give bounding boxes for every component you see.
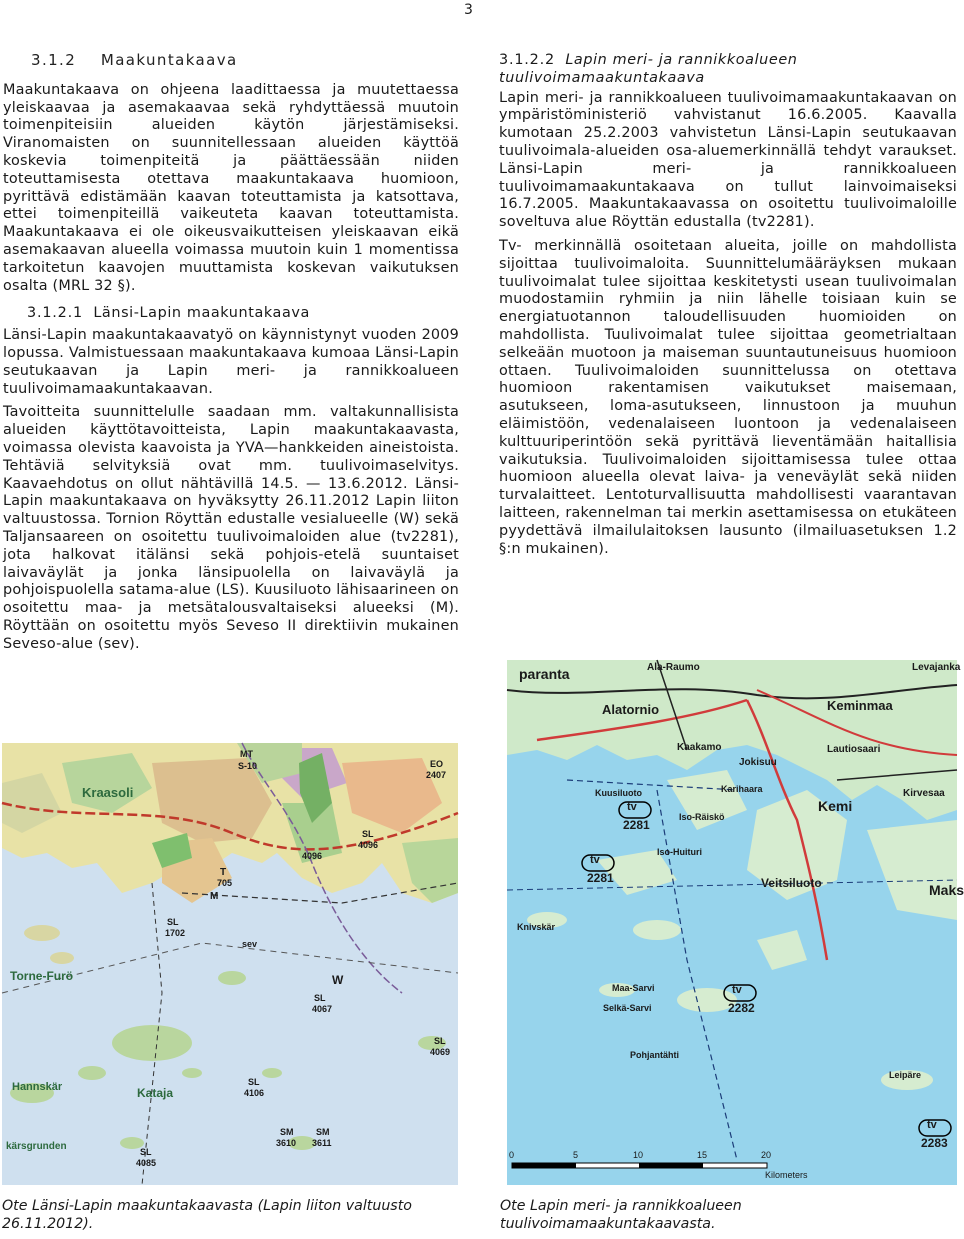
- tv-label: tv: [732, 984, 742, 996]
- subsection-title: Lapin meri- ja rannikkoalueen tuulivoimamaakuntakaava: [499, 52, 798, 86]
- map-code: SL: [314, 993, 326, 1003]
- subsection-number: 3.1.2.1: [27, 305, 83, 322]
- map-code: 3611: [312, 1138, 332, 1148]
- map-code: SL: [434, 1036, 446, 1046]
- right-map-graphic: [507, 660, 957, 1185]
- right-column: [499, 52, 957, 564]
- scale-unit: Kilometers: [765, 1170, 808, 1180]
- map-code: SL: [140, 1147, 152, 1157]
- section-number: 3.1.2: [31, 51, 77, 69]
- map-code: 4096: [358, 840, 379, 850]
- map-code: M: [210, 891, 219, 902]
- place-label: Pohjantähti: [630, 1050, 679, 1060]
- subsection-heading-lansi-lappi: [27, 305, 459, 323]
- tv-code: 2281: [587, 871, 614, 885]
- map-code: 4096: [302, 851, 323, 861]
- tv-code: 2283: [921, 1136, 948, 1150]
- map-code: S-10: [238, 761, 258, 771]
- scale-tick: 15: [697, 1150, 708, 1160]
- paragraph-maakuntakaava: Maakuntakaava on ohjeena laadittaessa ja muutettaessa yleiskaavaa ja asemakaavaa sekä ryhdyttäessä muutoin toimenpiteisiin alueiden käytön järjestämiseksi. Viranomaisten on suunnitellessaan alueiden käyttöä koskevia toimenpiteitä ja päättäessään niiden toteuttamisesta otettava maakuntakaava huomioon, pyrittävä edistämään kaavan toteuttamista ja katsottava, ettei toimenpiteillä vaikeuteta kaavan toteuttamista. Maakuntakaava ei ole oikeusvaikutteisen yleiskaavan eikä asemakaavan alueella voimassa muutoin kuin 1 momentissa tarkoitetun kaavojen muuttamista koskevan vaikutuksen osalta (MRL 32 §).: [3, 81, 459, 294]
- place-label: Kraasoli: [82, 785, 134, 800]
- map-code: EO: [430, 759, 444, 769]
- place-label: Jokisuu: [739, 757, 777, 768]
- left-column: [3, 52, 459, 660]
- place-label: Torne-Furö: [10, 969, 74, 983]
- map-code: W: [332, 973, 344, 987]
- map-code: MT: [240, 749, 253, 759]
- map-code: 4069: [430, 1047, 451, 1057]
- place-label: Iso-Huituri: [657, 847, 702, 857]
- place-label: Maks: [929, 882, 964, 898]
- place-label: Ala-Raumo: [647, 662, 700, 673]
- subsection-number: 3.1.2.2: [499, 52, 555, 68]
- place-label: Alatornio: [602, 702, 660, 717]
- map-code: SL: [248, 1077, 260, 1087]
- tv-label: tv: [927, 1119, 937, 1131]
- map-code: sev: [242, 939, 258, 949]
- place-label: Leipäre: [889, 1070, 922, 1080]
- left-map-labels: [2, 743, 458, 1185]
- section-heading: [31, 52, 459, 70]
- map-code: SL: [167, 917, 179, 927]
- scale-tick: 0: [509, 1150, 515, 1160]
- map-code: T: [220, 867, 227, 878]
- map-code: SL: [362, 829, 374, 839]
- place-label: Karihaara: [721, 784, 763, 794]
- paragraph-tv-merkinta: Tv- merkinnällä osoitetaan alueita, joille on mahdollista sijoittaa tuulivoimaloita. Suunnittelumääräyksen mukaan tuulivoimalat tulee sijoittaa keskitetysti usean tuulivoimalan muodostamiin ryhmiin ja niin lähelle toisiaan kuin se energiatuotannon taloudellisuuden huomioiden on mahdollista. Tuulivoimalat tulee sijoittaa geometrialtaan selkeään muotoon ja maiseman suuntautuneisuus huomioon ottaen. Tuulivoimaloiden suunnittelussa on otettava huomioon rakentamisen vaikutukset maisemaan, asutukseen, loma-asutukseen, linnustoon ja muuhun eläimistöön, vedenalaiseen luontoon ja vedenalaiseen kulttuuriperintöön sekä pyrittävä lieventämään haitallisia vaikutuksia. Tuulivoimaloiden sijoittamisessa tulee ottaa huomioon alueella olevat laiva- ja veneväylät sekä niiden turvalaitteet. Lentoturvallisuutta mahdollisesti vaarantavan laitteen, rakennelman tai merkin asettamisessa on etukäteen pyydettävä ilmailulaitoksen lausunto (ilmailuasetuksen 1.2 §:n mukainen).: [499, 237, 957, 557]
- place-label: Veitsiluoto: [761, 876, 822, 890]
- place-label: Iso-Räiskö: [679, 812, 725, 822]
- paragraph-lansi-lappi-status: Länsi-Lapin maakuntakaavatyö on käynnistynyt vuoden 2009 lopussa. Valmistuessaan maakuntakaava kumoaa Länsi-Lapin seutukaavan ja Lapin meri- ja rannikkoalueen tuulivoimamaakuntakaavan.: [3, 327, 459, 397]
- place-label: Maa-Sarvi: [612, 983, 655, 993]
- place-label: Keminmaa: [827, 698, 893, 713]
- scale-tick: 5: [573, 1150, 579, 1160]
- scale-tick: 20: [761, 1150, 772, 1160]
- map-code: 1702: [165, 928, 186, 938]
- tv-code: 2281: [623, 818, 650, 832]
- place-label: Selkä-Sarvi: [603, 1003, 652, 1013]
- map-code: 705: [217, 878, 233, 888]
- place-label: paranta: [519, 666, 570, 682]
- map-code: SM: [280, 1127, 294, 1137]
- place-label: Hannskär: [12, 1081, 63, 1093]
- right-map: [507, 660, 964, 1185]
- map-code: 3610: [276, 1138, 297, 1148]
- map-code: 4106: [244, 1088, 265, 1098]
- page-number: 3: [464, 2, 473, 18]
- map-code: SM: [316, 1127, 330, 1137]
- place-label: Kemi: [818, 798, 853, 814]
- place-label: Kaakamo: [677, 742, 722, 753]
- place-label: Kuusiluoto: [595, 788, 642, 798]
- place-label: Kataja: [137, 1086, 174, 1100]
- tv-code: 2282: [728, 1001, 755, 1015]
- tv-label: tv: [590, 854, 600, 866]
- map-code: 4085: [136, 1158, 157, 1168]
- map-code: 2407: [426, 770, 447, 780]
- tv-label: tv: [627, 801, 637, 813]
- paragraph-vahvistus: Lapin meri- ja rannikkoalueen tuulivoimamaakuntakaavan on ympäristöministeriö vahvistanut 16.6.2005. Kaavalla kumotaan 25.2.2003 vahvistetun Länsi-Lapin seutukaavan tuulivoimala-alueiden osa-aluemerkinnällä tehdyt varaukset. Länsi-Lapin meri- ja rannikkoalueen tuulivoimamaakuntakaava on tullut lainvoimaiseksi 16.7.2005. Maakuntakaavassa on osoitettu tuulivoimaloille soveltuva alue Röyttän edustalla (tv2281).: [499, 89, 957, 231]
- right-map-caption: Ote Lapin meri- ja rannikkoalueen tuulivoimamaakuntakaavasta.: [500, 1198, 742, 1232]
- map-code: 4067: [312, 1004, 333, 1014]
- place-label: Knivskär: [517, 922, 556, 932]
- place-label: Levajanka: [912, 662, 961, 673]
- place-label: Kirvesaa: [903, 788, 945, 799]
- place-label: kärsgrunden: [6, 1141, 67, 1152]
- section-title: Maakuntakaava: [100, 51, 238, 69]
- subsection-title: Länsi-Lapin maakuntakaava: [93, 305, 310, 322]
- scale-tick: 10: [633, 1150, 644, 1160]
- subsection-heading-tuulivoima: [499, 52, 957, 88]
- place-label: Lautiosaari: [827, 744, 881, 755]
- paragraph-tavoitteet: Tavoitteita suunnittelulle saadaan mm. valtakunnallisista alueiden käyttötavoitteista, Lapin maakuntakaavasta, voimassa olevista kaavoista ja YVA—hankkeiden aineistoista. Tehtäviä selvityksiä ovat mm. tuulivoimaselvitys. Kaavaehdotus on ollut nähtävillä 14.5. — 13.6.2012. Länsi-Lapin maakuntakaava on hyväksytty 26.11.2012 Lapin liiton valtuustossa. Tornion Röyttän edustalle vesialueelle (W) sekä Taljansaareen on osoitettu tuulivoimaloiden alue (tv2281), jota halkovat itälänsi sekä pohjois-etelä suuntaiset laivaväylät ja jonka länsipuolella on laivaväylä ja pohjoispuolella satama-alue (LS). Kuusiluoto lähisaarineen on osoitettu maa- ja metsätalousvaltaiseksi alueeksi (M). Röyttään on osoitettu myös Seveso II direktiivin mukainen Seveso-alue (sev).: [3, 404, 459, 652]
- left-map-caption: Ote Länsi-Lapin maakuntakaavasta (Lapin liiton valtuusto 26.11.2012).: [2, 1198, 412, 1232]
